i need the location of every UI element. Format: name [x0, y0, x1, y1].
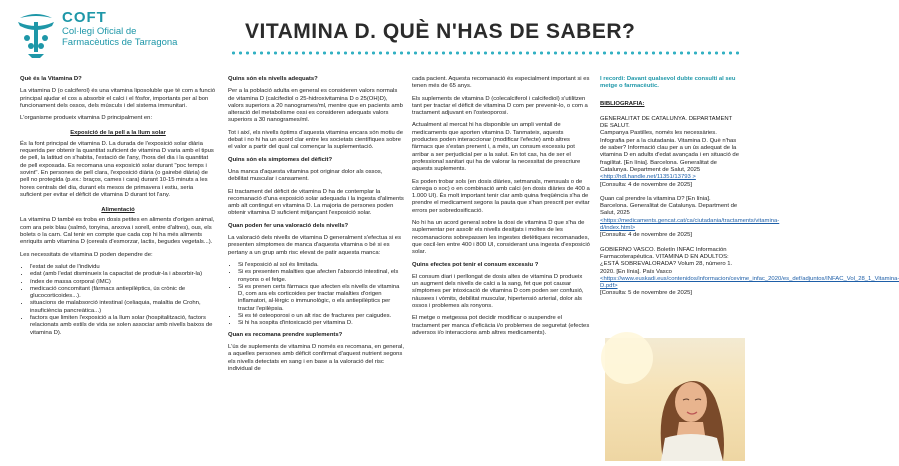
- list-item: • Si es presenten malalties que afecten l'absorció intestinal, els ronyons o el fetge.: [238, 269, 404, 284]
- paragraph: Tot i així, els nivells òptims d'aquesta vitamina encara són motiu de debat i no hi ha un acord clar entre les societats científiques sobre el valor a partir del qual cal començar la suplementació.: [228, 129, 403, 151]
- source-3: [600, 246, 899, 298]
- column-1: [20, 76, 216, 341]
- paragraph: cada pacient. Aquesta recomanació és especialment important si es tenen més de 65 anys.: [412, 76, 590, 90]
- reminder: I recordi: Davant qualsevol dubte consulti al seu metge o farmacèutic.: [600, 76, 736, 90]
- source-1: [600, 116, 740, 189]
- source-text: GOBIERNO VASCO. Boletín INFAC Información Farmacoterapéutica. VITAMINA D EN ADULTOS: ¿ESTÁ SOBREVALORADA? Volum 28, número 1. 2020. [En línia]. País Vasco: [600, 246, 733, 275]
- source-title: GENERALITAT DE CATALUNYA. DEPARTAMENT DE SALUT.: [600, 115, 733, 130]
- paragraph: Per a la població adulta en general es consideren valors normals de vitamina D (calcifediol o 25-hidroxivitamina D o 25(OH)D), valors superiors a 20 nanogrames/ml, mentre que en pacients amb alteració del metabolisme ossi es consideren adequats valors superiors a 30 nanogrames/ml.: [228, 88, 403, 124]
- heading-assessment: Quan poden fer una valoració dels nivells?: [228, 222, 349, 229]
- paragraph: Es poden trobar sols (en dosis diàries, setmanals, mensuals o de càrrega o xoc) o en combinació amb calci (en dosis diàries de 400 a 1.000 UI). És molt important tenir clar amb quina freqüència s'ha de prendre el medicament segons la pauta que s'han prescrit per evitar errors per sobredosificació.: [412, 178, 590, 214]
- list-item: • Si hi ha sospita d'intoxicació per vitamina D.: [238, 320, 404, 327]
- list-item: • edat (amb l'edat disminueix la capacitat de produir-la i absorbir-la): [30, 271, 216, 278]
- list-item: • factors que limiten l'exposició a la llum solar (hospitalització, factors relacionats amb estils de vida se solen associar amb nivells baixos de vitamina D).: [30, 315, 216, 337]
- paragraph: Les necessitats de vitamina D poden dependre de:: [20, 251, 153, 258]
- page-title: VITAMINA D. QUÈ N'HAS DE SABER?: [245, 20, 636, 43]
- needs-list: [20, 264, 216, 337]
- list-item: • medicació concomitant (fàrmacs antiepilèptics, ús crònic de glucocorticoides...).: [30, 286, 216, 301]
- list-item: • l'estat de salut de l'individu: [30, 264, 216, 271]
- heading-what-is: Què és la Vitamina D?: [20, 76, 82, 82]
- source-link[interactable]: <https://www.euskadi.eus/contenidos/informacion/cevime_infac_2020/es_def/adjuntos/INFAC_Vol_28_1_Vitamina-D.pdf>: [600, 275, 899, 290]
- list-item: • índex de massa corporal (IMC): [30, 279, 216, 286]
- brand-sub2: Farmacèutics de Tarragona: [62, 37, 178, 48]
- heading-sun-exposure: Exposició de la pell a la llum solar: [70, 130, 166, 137]
- paragraph: Una manca d'aquesta vitamina pot originar dolor als ossos, debilitat muscular i cansament.: [228, 168, 383, 183]
- heading-levels: Quins són els nivells adequats?: [228, 76, 318, 82]
- paragraph: El metge o metgessa pot decidir modificar o suspendre el tractament per manca d'eficàcia i/o problemes de seguretat (efectes adversos i/o interaccions amb altres medicaments).: [412, 315, 590, 336]
- dotted-divider: [230, 50, 742, 56]
- heading-food: Alimentació: [101, 207, 135, 214]
- header: [0, 0, 750, 68]
- column-4: [600, 76, 899, 305]
- paragraph: L'ús de suplements de vitamina D només es recomana, en general, a aquelles persones amb dèficit confirmat d'aquest nutrient segons els nivells detectats en sang i en base a la valoració del risc individual de: [228, 343, 404, 372]
- paragraph: La valoració dels nivells de vitamina D generalment s'efectua si es presenten símptomes de manca d'aquesta vitamina o bé si es pertany a un grup amb risc elevat de patir aquesta manca:: [228, 235, 402, 256]
- source-date: [Consulta: 5 de novembre de 2025]: [600, 290, 693, 297]
- source-text: Campanya Pastilles, només les necessàries. Infografia per a la ciutadania. Vitamina D. Què n'has de saber? Informació clau per a un ús adequat de la vitamina D en adults d'edat avançada i en situació de fragilitat. [En línia]. Barcelona. Generalitat de Catalunya. Department de Salut, 2025: [600, 130, 739, 173]
- brand: [62, 10, 177, 48]
- source-text: Quan cal prendre la vitamina D? [En línia]. Barcelona. Generalitat de Catalunya. Department de Salut, 2025: [600, 195, 738, 217]
- brand-name: COFT: [62, 9, 107, 26]
- paragraph: Els suplements de vitamina D (colecalciferol i calcifediol) s'utilitzen tant per tractar el dèficit de vitamina D com per prevenir-lo, o com a tractament adjuvant en l'osteoporosi.: [412, 95, 588, 117]
- column-2: [228, 76, 404, 378]
- heading-symptoms: Quins són els símptomes del dèficit?: [228, 156, 333, 163]
- heading-excess: Quins efectes pot tenir el consum excessiu ?: [412, 261, 539, 268]
- column-3: [412, 76, 590, 342]
- list-item: • Si es té osteoporosi o un alt risc de fractures per caigudes.: [238, 313, 404, 320]
- woman-illustration-icon: [605, 338, 745, 461]
- woman-sunlight-photo: [605, 338, 745, 461]
- paragraph: És la font principal de vitamina D. La durada de l'exposició solar diària requerida per obtenir la quantitat suficient de vitamina D varia amb el tipus de pell, la latitud on s'habita, l'estació de l'any, l'hora del dia i la quantitat de pell exposada. Es recomana una exposició solar durant "poc temps i sovint". En persones de pell clara, l'exposició diària (o gairebé diària) de pell no protegida (p.ex.: braços, cames i cara) durant 10-15 minuts a les hores centrals del dia, durant els mesos de primavera i estiu, seria suficient per evitar el dèficit de vitamina D durant tot l'any.: [20, 140, 214, 198]
- paragraph: Actualment al mercat hi ha disponible un ampli ventall de medicaments que aporten vitamina D. Tanmateix, aquests productes poden interaccionar (modificar l'efecte) amb altres fàrmacs que s'estan prenent i, a més, un consum excessiu pot arribar a ser perjudicial per a la salut. En tot cas, ha de ser el professional sanitari qui ha de valorar la necessitat de prescriure aquests suplements.: [412, 122, 581, 173]
- paragraph: El tractament del dèficit de vitamina D ha de contemplar la recomanació d'una exposició solar adequada i la ingesta d'aliments amb alt contingut en vitamina D. La majoria de persones poden obtenir vitamina D suficient mitjançant l'exposició solar.: [228, 188, 404, 217]
- paragraph: El consum diari i perllongat de dosis altes de vitamina D produeix un augment dels nivells de calci a la sang, fet que pot causar símptomes per intoxicació de vitamina D com poden ser confusió, nàusees i vòmits, debilitat muscular, hipertensió arterial, dolor als ossos i problemes als ronyons.: [412, 273, 584, 310]
- source-date: [Consulta: 4 de novembre de 2025]: [600, 232, 693, 239]
- paragraph: No hi ha un acord general sobre la dosi de vitamina D que s'ha de suplementar per assolir els nivells desitjats i moltes de les recomanacions sobrepassen les ingestes dietètiques recomanades, que oscil·len entre 400 i 800 UI, considerant una ingesta d'exposició solar.: [412, 220, 590, 256]
- source-link[interactable]: <https://medicaments.gencat.cat/ca/ciutadania/tractaments/vitamina-d/index.html>: [600, 217, 780, 232]
- bibliography-title: BIBLIOGRAFIA:: [600, 100, 645, 107]
- list-item: • Si l'exposició al sol és limitada.: [238, 262, 404, 269]
- brand-sub1: Col·legi Oficial de: [62, 26, 137, 37]
- paragraph: La vitamina D també es troba en dosis petites en aliments d'origen animal, com ara peix blau (salmó, tonyina, anxova i sorell, entre d'altres), ous, els bolets o la carn. Cal tenir en compte que cada cop hi ha més aliments enriquits amb vitamina D (cereals d'esmorzar, lactis, begudes vegetals...).: [20, 217, 215, 246]
- source-2: [600, 195, 780, 240]
- list-item: • situacions de malabsorció intestinal (celiaquia, malaltia de Crohn, insuficiència pancreàtica...): [30, 300, 216, 315]
- source-link[interactable]: <http://hdl.handle.net/11351/13793 >: [600, 174, 696, 181]
- risk-list: [228, 262, 404, 328]
- coft-logo-icon: [14, 8, 58, 60]
- paragraph: L'organisme produeix vitamina D principalment en:: [20, 115, 153, 122]
- list-item: • Si es prenen certs fàrmacs que afecten els nivells de vitamina D, com ara els corticoides per tractar malalties d'origen inflamatori, al·lèrgic o immunològic, o els antiepilèptics per tractar l'epilèpsia.: [238, 284, 404, 313]
- source-date: [Consulta: 4 de novembre de 2025]: [600, 181, 693, 188]
- heading-supplements: Quan es recomana prendre suplements?: [228, 331, 343, 338]
- paragraph: La vitamina D (o calciferol) és una vitamina liposoluble que té com a funció principal ajudar el cos a absorbir el calci i el fòsfor, importants per al bon funcionament dels ossos, dels músculs i del sistema immunitari.: [20, 88, 216, 109]
